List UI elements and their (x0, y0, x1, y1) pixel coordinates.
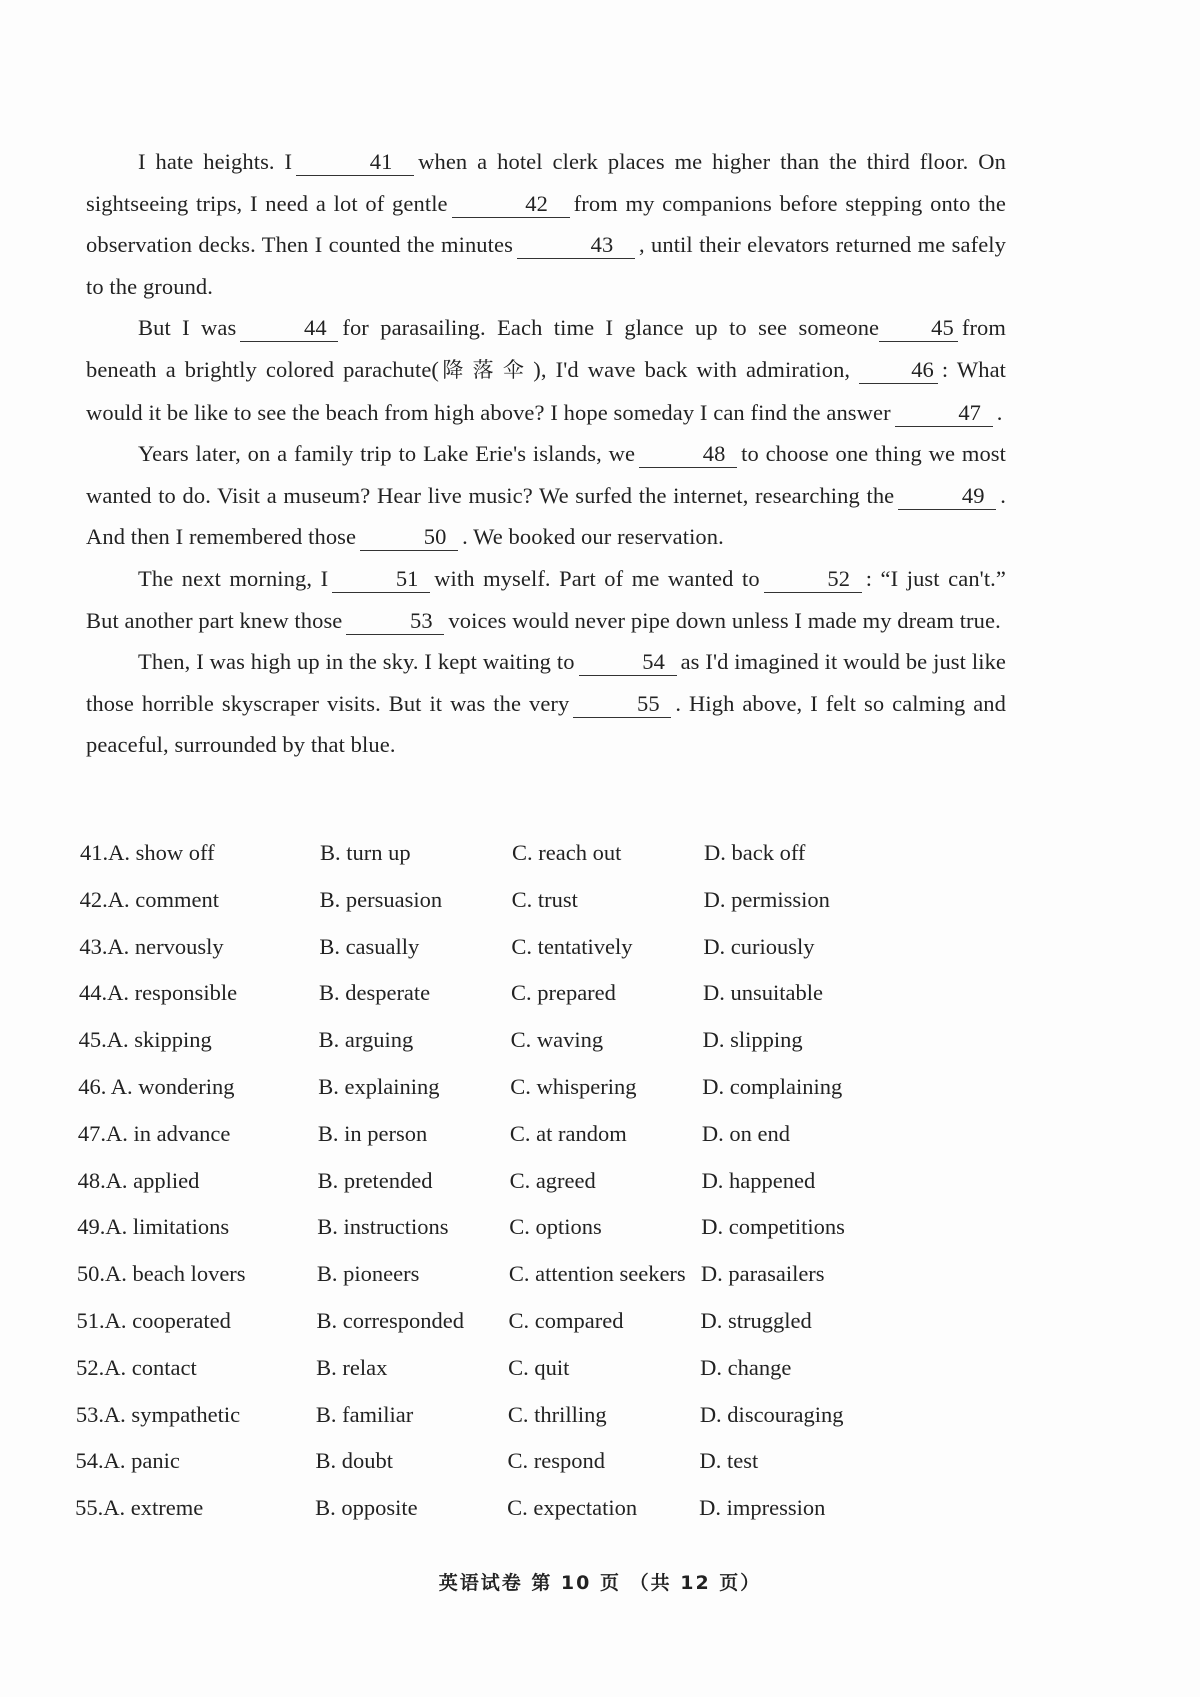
option-choice: D. slipping (702, 1027, 803, 1053)
option-choice: D. test (699, 1448, 759, 1474)
option-choice: 53.A. sympathetic (75, 1401, 241, 1427)
option-choice: C. reach out (512, 840, 622, 865)
option-row (77, 980, 977, 1027)
paragraph-4 (86, 558, 1006, 641)
text: from beneath a brightly colored parachute( (86, 315, 1006, 382)
option-choice: 41.A. show off (80, 840, 215, 865)
option-choice: 42.A. comment (79, 886, 220, 912)
option-choice: B. arguing (318, 1027, 414, 1053)
text: I hate heights. I (138, 149, 293, 174)
option-choice: C. whispering (510, 1073, 637, 1099)
option-row (76, 1121, 976, 1168)
text: to choose one thing we most wanted to do. Visit a museum? Hear live music? We surfed the internet, researching the (86, 441, 1007, 508)
option-choice: 54.A. panic (75, 1448, 180, 1474)
option-choice: C. attention seekers (508, 1261, 686, 1287)
option-choice: D. complaining (702, 1073, 843, 1099)
option-choice: B. relax (316, 1354, 388, 1380)
blank-47: 47 (895, 400, 993, 427)
option-choice: C. compared (508, 1307, 624, 1333)
option-row (77, 934, 977, 981)
text: as I'd imagined it would be just like those horrible skyscraper visits. But it was the very (86, 649, 1007, 716)
blank-46: 46 (859, 357, 938, 384)
blank-51: 51 (332, 566, 430, 593)
cloze-passage (86, 141, 1006, 766)
text: Then, I was high up in the sky. I kept waiting to (138, 649, 575, 675)
option-choice: C. options (509, 1214, 602, 1240)
text: : What would it be like to see the beach from high above? I hope someday I can find the answer (86, 356, 1007, 425)
blank-52: 52 (764, 566, 862, 593)
option-choice: D. struggled (700, 1307, 812, 1333)
option-choice: D. curiously (703, 933, 815, 959)
option-choice: D. happened (701, 1167, 816, 1193)
blank-50: 50 (360, 524, 458, 551)
option-row (73, 1448, 973, 1495)
text: when a hotel clerk places me higher than the third floor. On sightseeing trips, I need a lot of gentle (86, 149, 1006, 216)
option-row (74, 1355, 974, 1402)
paragraph-3 (86, 433, 1006, 558)
option-row (76, 1168, 976, 1215)
option-choice: 45.A. skipping (78, 1027, 212, 1053)
option-choice: D. permission (703, 886, 830, 912)
option-choice: B. opposite (315, 1495, 418, 1521)
option-choice: 55.A. extreme (75, 1495, 204, 1521)
option-choice: D. discouraging (699, 1401, 844, 1427)
option-choice: 51.A. cooperated (76, 1307, 231, 1333)
blank-41: 41 (296, 149, 414, 176)
option-choice: 52.A. contact (76, 1354, 197, 1380)
blank-54: 54 (579, 649, 677, 676)
option-choice: B. doubt (315, 1448, 393, 1474)
option-row (75, 1308, 975, 1355)
blank-48: 48 (639, 441, 737, 468)
option-row (74, 1402, 974, 1449)
text: for parasailing. Each time I glance up to see someone (342, 315, 880, 341)
option-choice: B. pioneers (316, 1261, 420, 1287)
option-choice: D. parasailers (700, 1261, 825, 1287)
option-row (75, 1214, 975, 1261)
option-choice: D. on end (701, 1120, 791, 1146)
option-choice: 46. A. wondering (78, 1073, 235, 1099)
paragraph-5 (86, 641, 1006, 766)
option-row (73, 1495, 973, 1542)
chinese-gloss: 降落伞 (439, 357, 534, 382)
option-choice: C. agreed (509, 1167, 596, 1193)
option-choice: 49.A. limitations (77, 1214, 230, 1240)
text: . High above, I felt so calming and peaceful, surrounded by that blue. (86, 690, 1007, 758)
text: The next morning, I (138, 565, 329, 591)
answer-options (75, 840, 978, 1542)
option-row (77, 1027, 977, 1074)
option-choice: C. waving (510, 1027, 604, 1053)
option-choice: 47.A. in advance (77, 1120, 231, 1146)
blank-53: 53 (346, 608, 444, 635)
option-choice: 48.A. applied (77, 1167, 200, 1193)
option-choice: C. prepared (510, 980, 616, 1006)
option-choice: 43.A. nervously (79, 933, 224, 959)
option-choice: C. trust (511, 886, 578, 912)
paragraph-2 (86, 307, 1006, 433)
option-choice: D. competitions (701, 1214, 845, 1240)
option-row (75, 1261, 975, 1308)
option-choice: B. corresponded (316, 1307, 464, 1333)
paragraph-1 (86, 141, 1006, 307)
option-choice: D. impression (699, 1495, 826, 1521)
option-choice: B. in person (317, 1120, 428, 1146)
text: . We booked our reservation. (462, 524, 724, 550)
text: with myself. Part of me wanted to (434, 565, 760, 591)
option-choice: C. at random (509, 1120, 627, 1146)
page-footer: 英语试卷 第 10 页 （共 12 页） (438, 1572, 762, 1594)
option-row (78, 840, 978, 887)
text: . And then I remembered those (86, 482, 1006, 550)
option-choice: C. respond (507, 1448, 605, 1474)
option-choice: D. unsuitable (702, 980, 823, 1006)
blank-45: 45 (879, 315, 958, 342)
option-choice: B. explaining (318, 1073, 440, 1099)
text: : “I just can't.” But another part knew those (86, 565, 1006, 633)
text: , until their elevators returned me safely to the ground. (86, 232, 1006, 299)
text: Years later, on a family trip to Lake Erie's islands, we (138, 441, 636, 467)
option-choice: 50.A. beach lovers (76, 1261, 246, 1287)
option-choice: C. quit (508, 1354, 570, 1380)
option-choice: 44.A. responsible (78, 980, 238, 1006)
blank-44: 44 (240, 315, 338, 342)
option-choice: B. instructions (317, 1214, 449, 1240)
option-choice: B. casually (319, 933, 420, 959)
option-choice: B. pretended (317, 1167, 433, 1193)
option-choice: D. change (700, 1354, 792, 1380)
text: But I was (138, 315, 237, 341)
option-choice: D. back off (704, 840, 806, 865)
option-row (78, 887, 978, 934)
option-choice: B. turn up (320, 840, 411, 865)
option-choice: C. tentatively (511, 933, 633, 959)
text: from my companions before stepping onto the observation decks. Then I counted the minutes (86, 190, 1006, 258)
option-row (76, 1074, 976, 1121)
text: ), I'd wave back with admiration, (533, 356, 851, 382)
option-choice: B. desperate (318, 980, 431, 1006)
option-choice: C. thrilling (507, 1401, 607, 1427)
blank-55: 55 (573, 691, 671, 718)
blank-49: 49 (898, 483, 996, 510)
option-choice: B. familiar (315, 1401, 414, 1427)
text: . (996, 399, 1003, 425)
option-choice: C. expectation (507, 1495, 638, 1521)
blank-42: 42 (452, 191, 570, 218)
blank-43: 43 (517, 232, 635, 259)
text: voices would never pipe down unless I made my dream true. (448, 607, 1001, 633)
option-choice: B. persuasion (319, 886, 443, 912)
